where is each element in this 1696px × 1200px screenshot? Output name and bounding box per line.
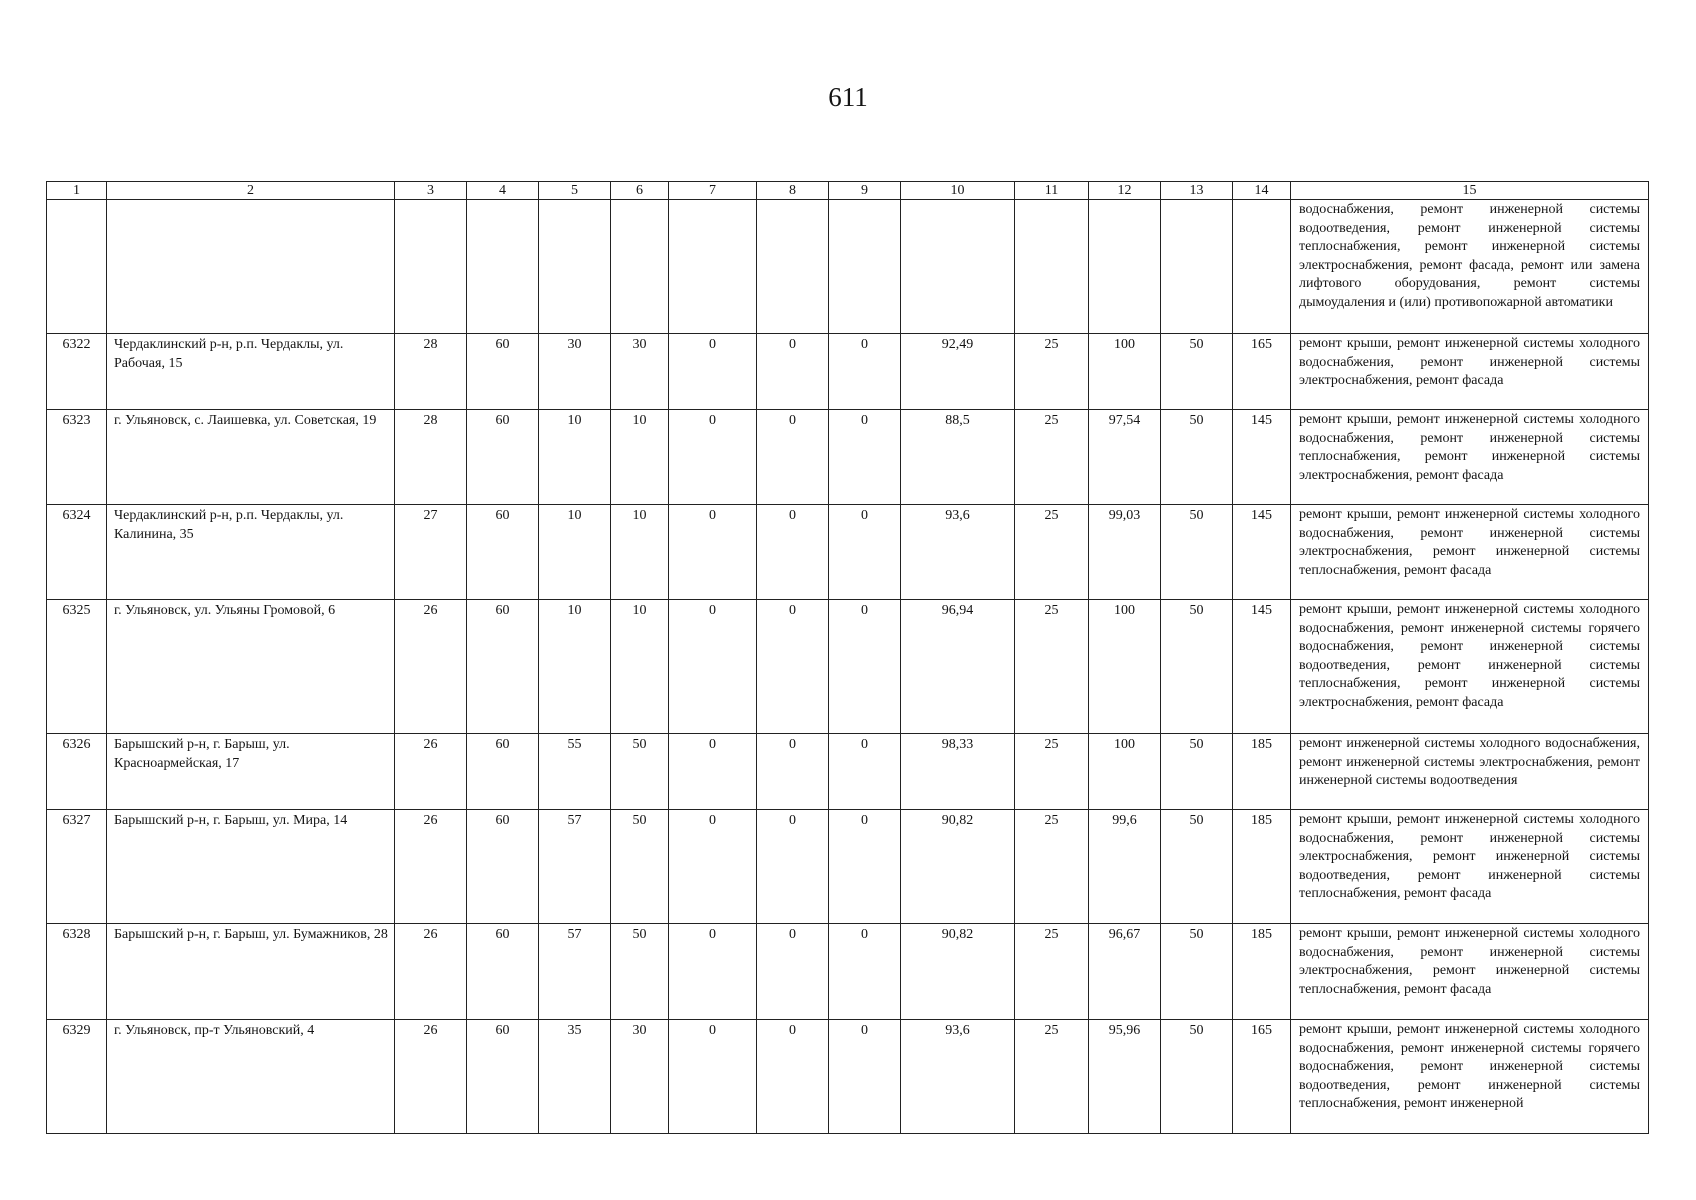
value-cell: 90,82 [901,810,1015,924]
column-header: 12 [1089,182,1161,200]
value-cell: 88,5 [901,410,1015,505]
value-cell: 26 [395,734,467,810]
value-cell: 185 [1233,734,1291,810]
value-cell: 0 [757,924,829,1020]
address-cell: г. Ульяновск, пр-т Ульяновский, 4 [107,1020,395,1134]
value-cell: 0 [757,734,829,810]
value-cell: 0 [829,924,901,1020]
empty-cell [757,200,829,334]
empty-cell [1161,200,1233,334]
column-header: 5 [539,182,611,200]
value-cell: 60 [467,334,539,410]
value-cell: 185 [1233,810,1291,924]
value-cell: 0 [829,600,901,734]
works-cell: ремонт крыши, ремонт инженерной системы холодного водоснабжения, ремонт инженерной системы электроснабжения, ремонт инженерной системы водоотведения, ремонт инженерной системы теплоснабжения, ремонт фасада [1291,810,1649,924]
value-cell: 95,96 [1089,1020,1161,1134]
capital-repair-table [46,181,1649,1134]
column-header: 8 [757,182,829,200]
row-id: 6322 [47,334,107,410]
value-cell: 28 [395,410,467,505]
empty-cell [611,200,669,334]
value-cell: 0 [829,505,901,600]
value-cell: 0 [669,600,757,734]
value-cell: 50 [1161,334,1233,410]
value-cell: 92,49 [901,334,1015,410]
address-cell: г. Ульяновск, ул. Ульяны Громовой, 6 [107,600,395,734]
value-cell: 50 [1161,600,1233,734]
value-cell: 55 [539,734,611,810]
empty-cell [1015,200,1089,334]
row-id: 6326 [47,734,107,810]
column-header: 15 [1291,182,1649,200]
table-row [47,734,1649,810]
empty-cell [539,200,611,334]
value-cell: 0 [829,810,901,924]
value-cell: 60 [467,734,539,810]
column-header: 1 [47,182,107,200]
value-cell: 25 [1015,1020,1089,1134]
value-cell: 90,82 [901,924,1015,1020]
column-header: 11 [1015,182,1089,200]
value-cell: 30 [611,334,669,410]
works-cell: ремонт крыши, ремонт инженерной системы холодного водоснабжения, ремонт инженерной системы электроснабжения, ремонт инженерной системы теплоснабжения, ремонт фасада [1291,924,1649,1020]
column-header: 2 [107,182,395,200]
column-header: 14 [1233,182,1291,200]
value-cell: 0 [757,1020,829,1134]
value-cell: 50 [1161,505,1233,600]
value-cell: 0 [829,410,901,505]
address-cell: Барышский р-н, г. Барыш, ул. Мира, 14 [107,810,395,924]
value-cell: 60 [467,810,539,924]
value-cell: 60 [467,505,539,600]
empty-cell [669,200,757,334]
empty-cell [1089,200,1161,334]
value-cell: 26 [395,1020,467,1134]
table-row [47,924,1649,1020]
value-cell: 50 [1161,810,1233,924]
value-cell: 96,67 [1089,924,1161,1020]
value-cell: 0 [669,505,757,600]
value-cell: 57 [539,924,611,1020]
value-cell: 0 [669,734,757,810]
column-header: 7 [669,182,757,200]
value-cell: 0 [829,1020,901,1134]
table-row [47,1020,1649,1134]
row-id: 6323 [47,410,107,505]
value-cell: 50 [611,734,669,810]
value-cell: 96,94 [901,600,1015,734]
value-cell: 35 [539,1020,611,1134]
value-cell: 26 [395,810,467,924]
page-number: 611 [828,82,868,112]
value-cell: 99,6 [1089,810,1161,924]
value-cell: 165 [1233,334,1291,410]
address-cell: Барышский р-н, г. Барыш, ул. Бумажников, 28 [107,924,395,1020]
column-header: 13 [1161,182,1233,200]
empty-cell [901,200,1015,334]
continuation-row [47,200,1649,334]
value-cell: 25 [1015,334,1089,410]
column-header: 9 [829,182,901,200]
value-cell: 60 [467,600,539,734]
value-cell: 0 [829,334,901,410]
table-row [47,410,1649,505]
column-header: 6 [611,182,669,200]
value-cell: 93,6 [901,505,1015,600]
value-cell: 10 [539,505,611,600]
table-row [47,810,1649,924]
empty-cell [829,200,901,334]
empty-cell [107,200,395,334]
value-cell: 10 [611,600,669,734]
value-cell: 10 [611,505,669,600]
row-id: 6327 [47,810,107,924]
works-cell: водоснабжения, ремонт инженерной системы водоотведения, ремонт инженерной системы теплоснабжения, ремонт инженерной системы электроснабжения, ремонт фасада, ремонт или замена лифтового оборудования, ремонт системы дымоудаления и (или) противопожарной автоматики [1291,200,1649,334]
works-cell: ремонт крыши, ремонт инженерной системы холодного водоснабжения, ремонт инженерной системы горячего водоснабжения, ремонт инженерной системы водоотведения, ремонт инженерной системы теплоснабжения, ремонт инженерной системы электроснабжения, ремонт фасада [1291,600,1649,734]
value-cell: 25 [1015,734,1089,810]
value-cell: 98,33 [901,734,1015,810]
value-cell: 165 [1233,1020,1291,1134]
row-id: 6325 [47,600,107,734]
address-cell: Барышский р-н, г. Барыш, ул. Красноармейская, 17 [107,734,395,810]
value-cell: 0 [757,810,829,924]
value-cell: 25 [1015,600,1089,734]
value-cell: 145 [1233,600,1291,734]
value-cell: 0 [757,334,829,410]
value-cell: 0 [829,734,901,810]
value-cell: 50 [1161,734,1233,810]
value-cell: 10 [539,410,611,505]
value-cell: 60 [467,410,539,505]
value-cell: 25 [1015,505,1089,600]
value-cell: 185 [1233,924,1291,1020]
value-cell: 28 [395,334,467,410]
works-cell: ремонт крыши, ремонт инженерной системы холодного водоснабжения, ремонт инженерной системы горячего водоснабжения, ремонт инженерной системы водоотведения, ремонт инженерной системы теплоснабжения, ремонт инженерной [1291,1020,1649,1134]
value-cell: 0 [669,810,757,924]
empty-cell [47,200,107,334]
row-id: 6324 [47,505,107,600]
column-header: 3 [395,182,467,200]
value-cell: 0 [757,410,829,505]
value-cell: 50 [1161,924,1233,1020]
column-header: 4 [467,182,539,200]
value-cell: 100 [1089,734,1161,810]
address-cell: Чердаклинский р-н, р.п. Чердаклы, ул. Калинина, 35 [107,505,395,600]
column-header: 10 [901,182,1015,200]
value-cell: 27 [395,505,467,600]
value-cell: 10 [611,410,669,505]
empty-cell [395,200,467,334]
column-numbers-row [47,182,1649,200]
value-cell: 100 [1089,600,1161,734]
value-cell: 145 [1233,505,1291,600]
table-row [47,600,1649,734]
value-cell: 0 [669,334,757,410]
works-cell: ремонт крыши, ремонт инженерной системы холодного водоснабжения, ремонт инженерной системы электроснабжения, ремонт фасада [1291,334,1649,410]
value-cell: 100 [1089,334,1161,410]
value-cell: 50 [1161,1020,1233,1134]
address-cell: Чердаклинский р-н, р.п. Чердаклы, ул. Рабочая, 15 [107,334,395,410]
value-cell: 26 [395,924,467,1020]
value-cell: 0 [757,600,829,734]
value-cell: 60 [467,1020,539,1134]
value-cell: 0 [669,924,757,1020]
value-cell: 0 [669,1020,757,1134]
works-cell: ремонт крыши, ремонт инженерной системы холодного водоснабжения, ремонт инженерной системы теплоснабжения, ремонт инженерной системы электроснабжения, ремонт фасада [1291,410,1649,505]
row-id: 6328 [47,924,107,1020]
value-cell: 25 [1015,810,1089,924]
empty-cell [1233,200,1291,334]
table-row [47,334,1649,410]
value-cell: 50 [1161,410,1233,505]
value-cell: 57 [539,810,611,924]
value-cell: 30 [611,1020,669,1134]
value-cell: 26 [395,600,467,734]
value-cell: 50 [611,810,669,924]
value-cell: 30 [539,334,611,410]
value-cell: 25 [1015,410,1089,505]
value-cell: 97,54 [1089,410,1161,505]
works-cell: ремонт инженерной системы холодного водоснабжения, ремонт инженерной системы электроснабжения, ремонт инженерной системы водоотведения [1291,734,1649,810]
value-cell: 50 [611,924,669,1020]
works-cell: ремонт крыши, ремонт инженерной системы холодного водоснабжения, ремонт инженерной системы электроснабжения, ремонт инженерной системы теплоснабжения, ремонт фасада [1291,505,1649,600]
value-cell: 0 [669,410,757,505]
address-cell: г. Ульяновск, с. Лаишевка, ул. Советская, 19 [107,410,395,505]
value-cell: 25 [1015,924,1089,1020]
value-cell: 10 [539,600,611,734]
value-cell: 60 [467,924,539,1020]
value-cell: 145 [1233,410,1291,505]
row-id: 6329 [47,1020,107,1134]
value-cell: 99,03 [1089,505,1161,600]
value-cell: 93,6 [901,1020,1015,1134]
table-row [47,505,1649,600]
empty-cell [467,200,539,334]
value-cell: 0 [757,505,829,600]
